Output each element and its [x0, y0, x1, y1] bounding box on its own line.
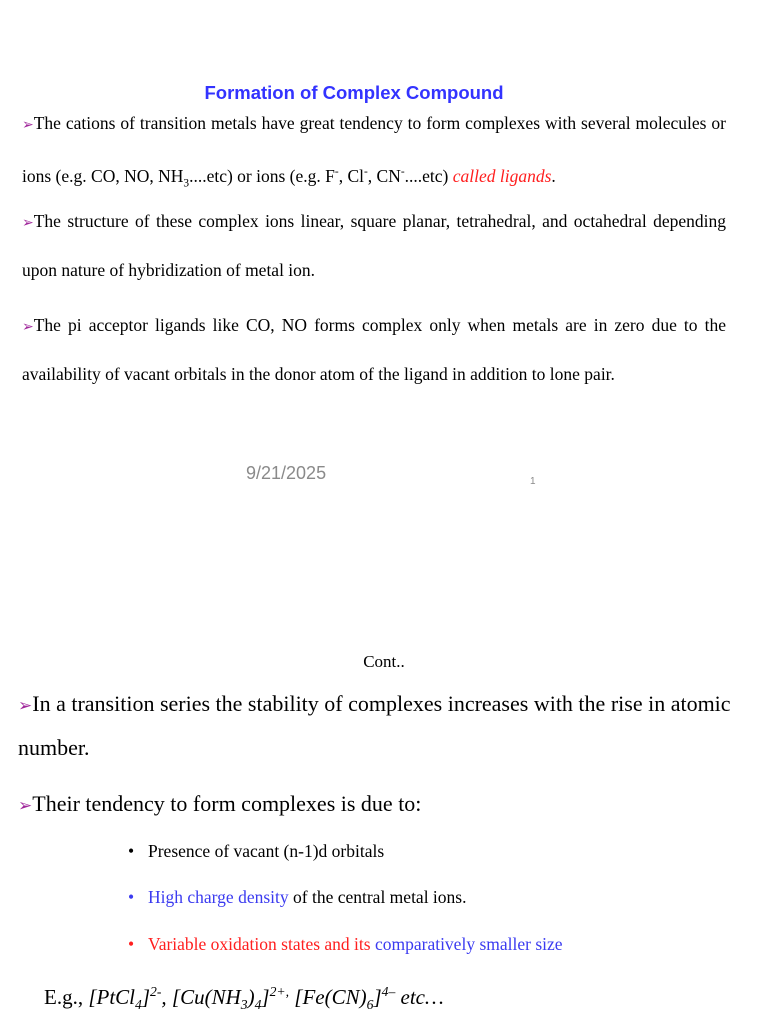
arrow-bullet-icon: ➢ [18, 796, 33, 816]
page-number: 1 [530, 476, 536, 487]
bullet-dot-icon: • [128, 841, 135, 861]
arrow-bullet-icon: ➢ [22, 117, 34, 133]
paragraph-structure: ➢The structure of these complex ions linear, square planar, tetrahedral, and octahedral depending upon nature of hybridization of metal ion. [22, 211, 726, 280]
slide-date: 9/21/2025 [246, 463, 327, 483]
list-item: • Presence of vacant (n-1)d orbitals [128, 841, 385, 861]
arrow-bullet-icon: ➢ [22, 215, 34, 231]
list-item: • Variable oxidation states and its comparatively smaller size [128, 934, 563, 954]
arrow-bullet-icon: ➢ [22, 319, 34, 335]
example-formulas: E.g., [PtCl$_4$]$^{2-}$, $[Cu(NH_3)_4]^{2+,}$ $[Fe(CN)_6]^{4-}$ etc… [44, 984, 444, 1013]
paragraph-stability: ➢In a transition series the stability of complexes increases with the rise in atomic number. [18, 691, 731, 760]
slide-heading: Cont.. [363, 652, 405, 671]
ligands-highlight: called ligands [452, 165, 552, 186]
paragraph-ligands: ➢The cations of transition metals have great tendency to form complexes with several molecules or ions (e.g. CO, NO, $NH_3....etc$) or ions (e.g. F-, Cl-, CN-....etc) called ligands. [22, 113, 726, 190]
slide-title: Formation of Complex Compound [204, 82, 504, 103]
arrow-bullet-icon: ➢ [18, 696, 33, 716]
paragraph-tendency: ➢Their tendency to form complexes is due to: [18, 791, 422, 816]
bullet-dot-icon: • [128, 934, 135, 954]
list-item: • High charge density of the central metal ions. [128, 887, 467, 907]
paragraph-pi-acceptor: ➢The pi acceptor ligands like CO, NO forms complex only when metals are in zero due to the availability of vacant orbitals in the donor atom of the ligand in addition to lone pair. [22, 315, 726, 384]
bullet-dot-icon: • [128, 887, 135, 907]
